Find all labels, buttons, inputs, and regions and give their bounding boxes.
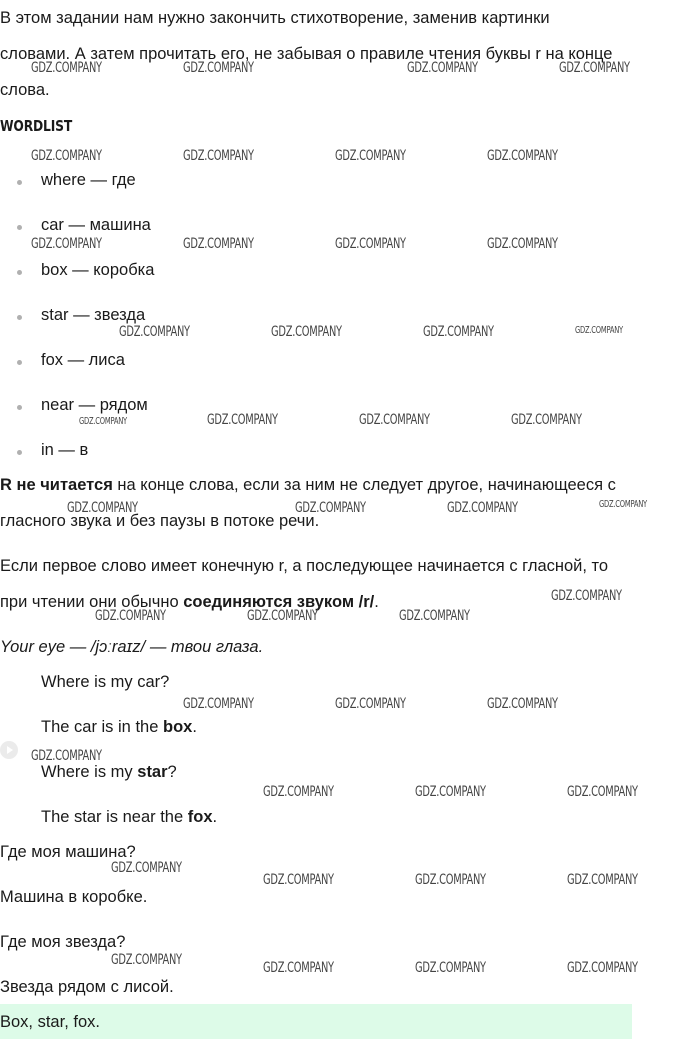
watermark: GDZ.COMPANY (263, 960, 334, 976)
poem-line-1: Where is my car? (41, 673, 170, 691)
watermark: GDZ.COMPANY (551, 588, 622, 604)
watermark: GDZ.COMPANY (487, 696, 558, 712)
intro-line-2: словами. А затем прочитать его, не забывая о правиле чтения буквы r на конце (0, 45, 613, 63)
rule-1-line-1 (0, 476, 616, 495)
bullet-icon (17, 225, 22, 230)
wordlist-heading: WORDLIST (0, 117, 73, 135)
watermark: GDZ.COMPANY (95, 608, 166, 624)
poem-line-4 (41, 808, 217, 827)
poem-word-star: star (137, 763, 168, 781)
watermark: GDZ.COMPANY (79, 416, 127, 427)
watermark: GDZ.COMPANY (335, 236, 406, 252)
rule-1-rest: на конце слова, если за ним не следует другое, начинающееся с (112, 476, 616, 494)
poem-line-2 (41, 718, 197, 737)
wordlist-item: box — коробка (41, 261, 155, 279)
translation-line-1: Где моя машина? (0, 843, 136, 861)
watermark: GDZ.COMPANY (111, 860, 182, 876)
answer-box (0, 1004, 632, 1039)
watermark: GDZ.COMPANY (119, 324, 190, 340)
watermark: GDZ.COMPANY (487, 148, 558, 164)
watermark: GDZ.COMPANY (335, 696, 406, 712)
wordlist-item: star — звезда (41, 306, 146, 324)
wordlist-item: where — где (41, 171, 136, 189)
watermark: GDZ.COMPANY (415, 872, 486, 888)
watermark: GDZ.COMPANY (407, 60, 478, 76)
answer-text: Box, star, fox. (0, 1013, 100, 1031)
watermark: GDZ.COMPANY (67, 500, 138, 516)
watermark: GDZ.COMPANY (487, 236, 558, 252)
rule-2-post: . (374, 593, 379, 611)
watermark: GDZ.COMPANY (335, 148, 406, 164)
watermark: GDZ.COMPANY (207, 412, 278, 428)
watermark: GDZ.COMPANY (263, 872, 334, 888)
poem-word-box: box (162, 718, 193, 736)
example-transcription: Your eye — /jɔːraɪz/ — твои глаза. (0, 638, 264, 656)
watermark: GDZ.COMPANY (183, 148, 254, 164)
watermark: GDZ.COMPANY (271, 324, 342, 340)
wordlist-item: in — в (41, 441, 89, 459)
poem-line-3-pre: Where is my (41, 763, 138, 781)
watermark: GDZ.COMPANY (567, 960, 638, 976)
poem-word-fox: fox (187, 808, 213, 826)
translation-line-4: Звезда рядом с лисой. (0, 978, 174, 996)
bullet-icon (17, 180, 22, 185)
rule-1-bold: R не читается (0, 476, 113, 494)
translation-line-2: Машина в коробке. (0, 888, 148, 906)
watermark: GDZ.COMPANY (295, 500, 366, 516)
watermark: GDZ.COMPANY (399, 608, 470, 624)
watermark: GDZ.COMPANY (567, 872, 638, 888)
play-audio-icon[interactable] (0, 741, 18, 759)
bullet-icon (17, 315, 22, 320)
rule-2-line-2 (0, 593, 379, 612)
watermark: GDZ.COMPANY (575, 325, 623, 336)
wordlist-item: fox — лиса (41, 351, 125, 369)
poem-line-4-post: . (212, 808, 218, 826)
watermark: GDZ.COMPANY (263, 784, 334, 800)
watermark: GDZ.COMPANY (599, 499, 647, 510)
rule-2-bold: соединяются звуком /r/ (183, 593, 375, 611)
watermark: GDZ.COMPANY (183, 236, 254, 252)
rule-2-line-1: Если первое слово имеет конечную r, а последующее начинается с гласной, то (0, 557, 609, 575)
watermark: GDZ.COMPANY (31, 748, 102, 764)
poem-line-3 (41, 763, 177, 782)
watermark: GDZ.COMPANY (111, 952, 182, 968)
watermark: GDZ.COMPANY (183, 696, 254, 712)
poem-line-2-pre: The car is in the (41, 718, 163, 736)
watermark: GDZ.COMPANY (511, 412, 582, 428)
watermark: GDZ.COMPANY (183, 60, 254, 76)
watermark: GDZ.COMPANY (567, 784, 638, 800)
wordlist-item: car — машина (41, 216, 151, 234)
rule-1-line-2: гласного звука и без паузы в потоке речи. (0, 512, 320, 530)
intro-line-3: слова. (0, 81, 50, 99)
watermark: GDZ.COMPANY (31, 60, 102, 76)
watermark: GDZ.COMPANY (31, 236, 102, 252)
rule-2-pre: при чтении они обычно (0, 593, 184, 611)
poem-line-4-pre: The star is near the (41, 808, 188, 826)
watermark: GDZ.COMPANY (359, 412, 430, 428)
watermark: GDZ.COMPANY (31, 148, 102, 164)
bullet-icon (17, 405, 22, 410)
poem-line-2-post: . (192, 718, 197, 736)
watermark: GDZ.COMPANY (415, 784, 486, 800)
bullet-icon (17, 270, 22, 275)
watermark: GDZ.COMPANY (447, 500, 518, 516)
bullet-icon (17, 360, 22, 365)
poem-line-3-post: ? (167, 763, 177, 781)
watermark: GDZ.COMPANY (247, 608, 318, 624)
watermark: GDZ.COMPANY (559, 60, 630, 76)
bullet-icon (17, 450, 22, 455)
watermark: GDZ.COMPANY (415, 960, 486, 976)
watermark: GDZ.COMPANY (423, 324, 494, 340)
wordlist-item: near — рядом (41, 396, 148, 414)
translation-line-3: Где моя звезда? (0, 933, 126, 951)
intro-line-1: В этом задании нам нужно закончить стихотворение, заменив картинки (0, 9, 550, 27)
